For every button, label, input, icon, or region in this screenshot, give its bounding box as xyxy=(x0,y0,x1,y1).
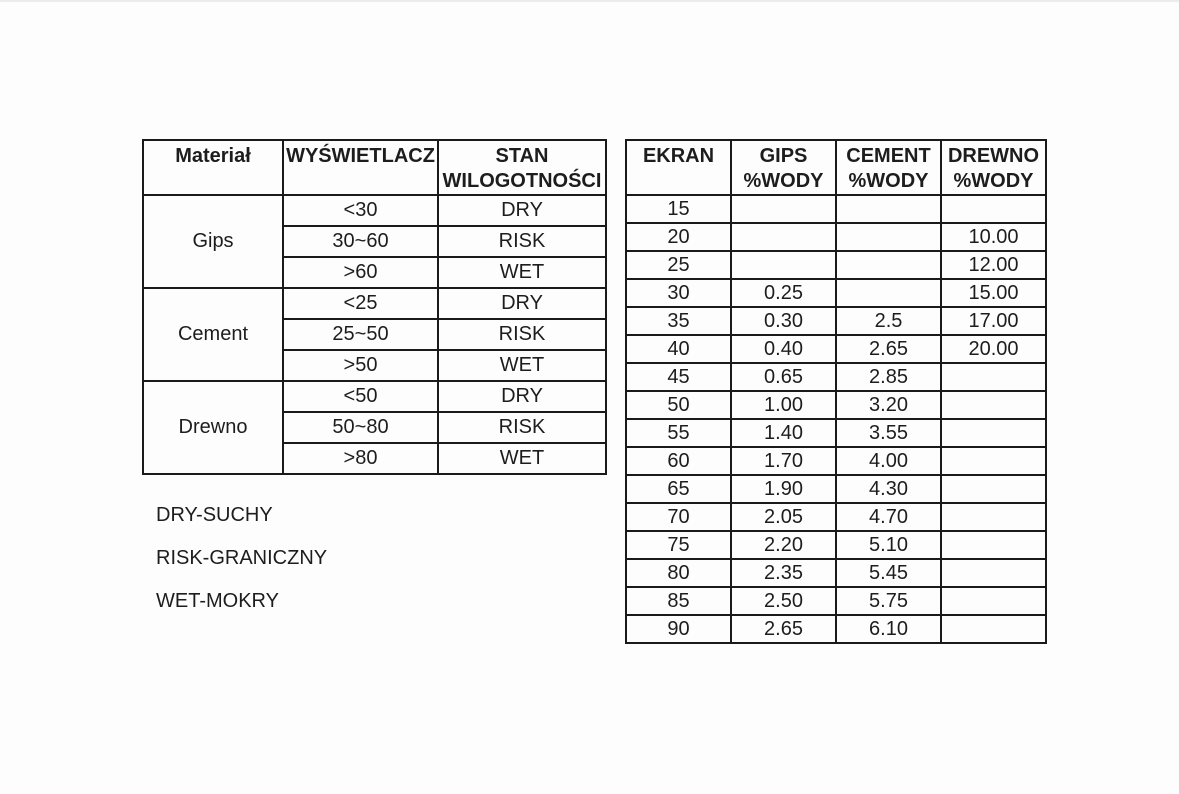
table-cell xyxy=(941,503,1046,531)
table-cell: RISK xyxy=(438,412,606,443)
table-cell: DRY xyxy=(438,381,606,412)
table-cell xyxy=(836,223,941,251)
table-cell: 2.5 xyxy=(836,307,941,335)
table-cell: RISK xyxy=(438,319,606,350)
table-cell xyxy=(731,195,836,223)
table-cell: 40 xyxy=(626,335,731,363)
table-cell: 85 xyxy=(626,587,731,615)
table-row xyxy=(626,531,1046,559)
table-cell: RISK xyxy=(438,226,606,257)
table-cell: 80 xyxy=(626,559,731,587)
table-cell: 75 xyxy=(626,531,731,559)
table-cell xyxy=(941,531,1046,559)
table-cell: 12.00 xyxy=(941,251,1046,279)
table-cell: 20 xyxy=(626,223,731,251)
table-cell: 6.10 xyxy=(836,615,941,643)
table-cell: 0.40 xyxy=(731,335,836,363)
table-cell: 1.70 xyxy=(731,447,836,475)
table-row xyxy=(626,447,1046,475)
table-cell: 5.45 xyxy=(836,559,941,587)
legend-item-dry: DRY-SUCHY xyxy=(156,504,273,526)
header-line: Materiał xyxy=(175,145,251,167)
table-cell: DRY xyxy=(438,288,606,319)
table-cell: 60 xyxy=(626,447,731,475)
header-row xyxy=(143,140,606,195)
table-cell: >60 xyxy=(283,257,438,288)
column-header-material xyxy=(143,140,283,195)
table-cell xyxy=(941,363,1046,391)
table-cell xyxy=(941,615,1046,643)
table-row xyxy=(626,363,1046,391)
table-row xyxy=(143,195,606,226)
table-row xyxy=(626,559,1046,587)
table-cell: >50 xyxy=(283,350,438,381)
table-cell xyxy=(941,419,1046,447)
table-cell: 50 xyxy=(626,391,731,419)
table-cell: <50 xyxy=(283,381,438,412)
header-line: %WODY xyxy=(848,170,929,192)
table-cell: 2.65 xyxy=(836,335,941,363)
material-cell: Gips xyxy=(143,195,283,288)
table-cell: <30 xyxy=(283,195,438,226)
column-header-gips xyxy=(731,140,836,195)
table-cell: 1.40 xyxy=(731,419,836,447)
header-line: WYŚWIETLACZ xyxy=(286,145,435,167)
table-cell: 3.55 xyxy=(836,419,941,447)
table-cell: 35 xyxy=(626,307,731,335)
table-cell: WET xyxy=(438,257,606,288)
header-line: WILOGOTNOŚCI xyxy=(442,170,602,192)
header-line: STAN xyxy=(495,145,549,167)
table-cell: 90 xyxy=(626,615,731,643)
table-row xyxy=(626,195,1046,223)
column-header-cement xyxy=(836,140,941,195)
table-cell: 2.05 xyxy=(731,503,836,531)
table-cell xyxy=(941,587,1046,615)
table-cell: 55 xyxy=(626,419,731,447)
table-cell: 50~80 xyxy=(283,412,438,443)
legend-item-wet: WET-MOKRY xyxy=(156,590,279,612)
table-cell xyxy=(836,279,941,307)
column-header-drewno xyxy=(941,140,1046,195)
table-cell: 45 xyxy=(626,363,731,391)
table-cell: 65 xyxy=(626,475,731,503)
table-cell: 30 xyxy=(626,279,731,307)
table-cell xyxy=(836,251,941,279)
water-percentage-table xyxy=(625,139,1047,644)
table-row xyxy=(626,615,1046,643)
header-row xyxy=(626,140,1046,195)
table-cell: 2.35 xyxy=(731,559,836,587)
table-row xyxy=(626,251,1046,279)
table-cell: 4.00 xyxy=(836,447,941,475)
table-cell: 4.70 xyxy=(836,503,941,531)
table-cell: 70 xyxy=(626,503,731,531)
column-header-ekran xyxy=(626,140,731,195)
table-cell: >80 xyxy=(283,443,438,474)
table-row xyxy=(626,587,1046,615)
table-cell xyxy=(731,223,836,251)
table-cell: 4.30 xyxy=(836,475,941,503)
table-cell: 1.90 xyxy=(731,475,836,503)
table-row xyxy=(626,419,1046,447)
table-cell: 25 xyxy=(626,251,731,279)
state-legend xyxy=(156,505,327,634)
table-cell: 15 xyxy=(626,195,731,223)
table-cell: 5.75 xyxy=(836,587,941,615)
material-cell: Cement xyxy=(143,288,283,381)
table-row xyxy=(626,307,1046,335)
header-line: CEMENT xyxy=(846,145,931,167)
table-cell: 20.00 xyxy=(941,335,1046,363)
table-cell: 15.00 xyxy=(941,279,1046,307)
table-cell: 2.65 xyxy=(731,615,836,643)
table-cell xyxy=(941,195,1046,223)
table-cell xyxy=(731,251,836,279)
table-cell: 5.10 xyxy=(836,531,941,559)
column-header-display xyxy=(283,140,438,195)
table-row xyxy=(626,475,1046,503)
table-cell: 2.20 xyxy=(731,531,836,559)
header-line: DREWNO xyxy=(947,145,1040,167)
table-cell: <25 xyxy=(283,288,438,319)
column-header-state xyxy=(438,140,606,195)
header-line: %WODY xyxy=(953,170,1034,192)
table-row xyxy=(626,335,1046,363)
legend-item-risk: RISK-GRANICZNY xyxy=(156,547,328,569)
table-cell xyxy=(941,447,1046,475)
table-row xyxy=(626,279,1046,307)
table-cell: 0.30 xyxy=(731,307,836,335)
table-cell: DRY xyxy=(438,195,606,226)
table-cell xyxy=(836,195,941,223)
header-line: %WODY xyxy=(743,170,824,192)
table-cell xyxy=(941,559,1046,587)
table-cell: 17.00 xyxy=(941,307,1046,335)
table-row xyxy=(626,223,1046,251)
table-row xyxy=(143,381,606,412)
table-cell: 0.65 xyxy=(731,363,836,391)
table-cell: 25~50 xyxy=(283,319,438,350)
table-cell: 1.00 xyxy=(731,391,836,419)
table-cell: 0.25 xyxy=(731,279,836,307)
table-cell: 2.50 xyxy=(731,587,836,615)
table-cell xyxy=(941,475,1046,503)
header-line: GIPS xyxy=(759,145,808,167)
table-cell: WET xyxy=(438,350,606,381)
table-cell: 30~60 xyxy=(283,226,438,257)
moisture-state-table xyxy=(142,139,607,475)
table-cell: WET xyxy=(438,443,606,474)
table-cell: 2.85 xyxy=(836,363,941,391)
table-cell xyxy=(941,391,1046,419)
header-line: EKRAN xyxy=(642,145,715,167)
table-cell: 3.20 xyxy=(836,391,941,419)
material-cell: Drewno xyxy=(143,381,283,474)
table-row xyxy=(626,391,1046,419)
table-row xyxy=(143,288,606,319)
table-row xyxy=(626,503,1046,531)
table-cell: 10.00 xyxy=(941,223,1046,251)
